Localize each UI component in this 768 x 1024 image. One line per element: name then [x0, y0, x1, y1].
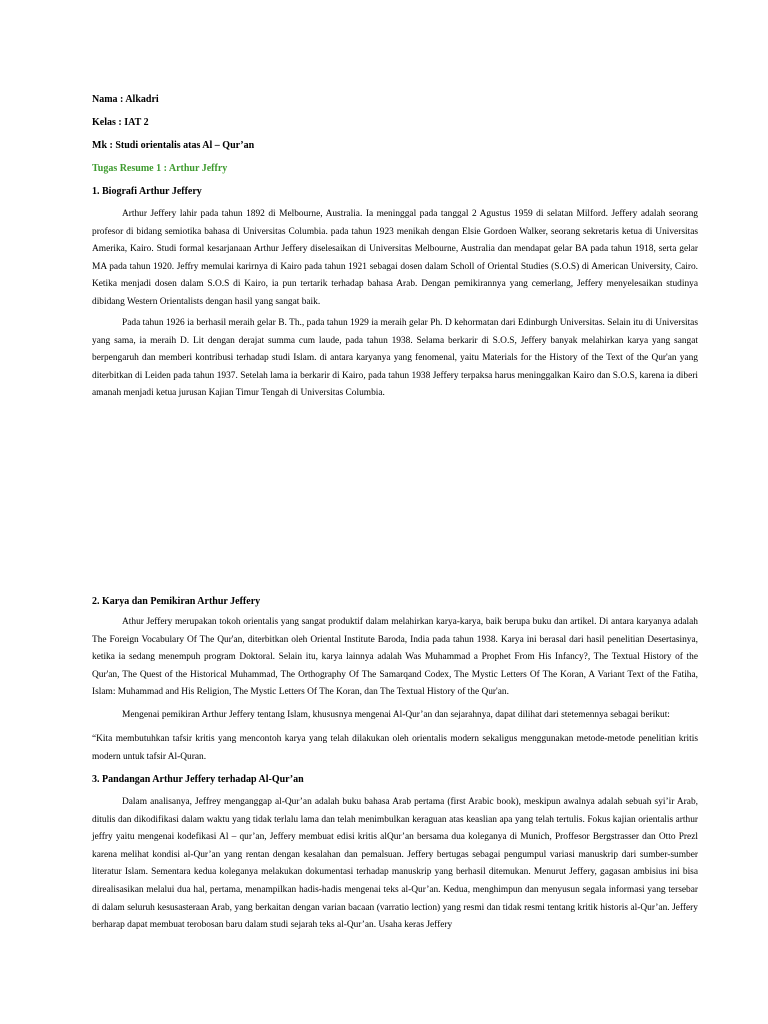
section-2-paragraph-2: Mengenai pemikiran Arthur Jeffery tentang Islam, khususnya mengenai Al-Qur’an dan sejarahnya, dapat dilihat dari stetemennya sebagai berikut: [122, 710, 670, 720]
assignment-title: Tugas Resume 1 : Arthur Jeffry [92, 163, 228, 174]
section-1-heading: 1. Biografi Arthur Jeffery [92, 186, 202, 197]
course-name: Mk : Studi orientalis atas Al – Qur’an [92, 140, 255, 151]
student-name: Nama : Alkadri [92, 94, 159, 105]
section-2-quote: “Kita membutuhkan tafsir kritis yang mencontoh karya yang telah dilakukan oleh orientalis modern sekaligus menggunakan metode-metode penelitian kritis modern untuk tafsir Al-Quran. [92, 734, 698, 762]
section-1-paragraph-2: Pada tahun 1926 ia berhasil meraih gelar B. Th., pada tahun 1929 ia meraih gelar Ph. D kehormatan dari Edinburgh Universitas. Selain itu di Universitas yang sama, ia meraih D. Lit dengan derajat summa cum laude, pada tahun 1938. Selama berkarir di S.O.S, Jeffery banyak melahirkan karya yang sangat berpengaruh dan memberi kontribusi terhadap studi Islam. di antara karyanya yang fenomenal, yaitu Materials for the History of the Text of the Qur'an yang diterbitkan di Leiden pada tahun 1937. Setelah lama ia berkarir di Kairo, pada tahun 1938 Jeffery terpaksa harus meninggalkan Kairo dan S.O.S, karena ia diberi amanah menjadi ketua jurusan Kajian Timur Tengah di Universitas Columbia. [92, 318, 698, 399]
section-3-paragraph-1: Dalam analisanya, Jeffrey menganggap al-Qur’an adalah buku bahasa Arab pertama (first Arabic book), meskipun awalnya adalah sebuah syi’ir Arab, ditulis dan dikodifikasi dalam waktu yang tidak terlalu lama dan telah menimbulkan keraguan atas keaslian apa yang telah tertulis. Fokus kajian orientalis arthur jeffry yaitu mengenai kodefikasi Al – qur’an, Jeffery membuat edisi kritis alQur’an bersama dua koleganya di Munich, Proffesor Bergstrasser dan Otto Prezl karena melihat kondisi al-Qur’an yang rentan dengan kesalahan dan pemalsuan. Jeffery bertugas sebagai pengumpul variasi manuskrip dari sumber-sumber literatur Islam. Sementara kedua koleganya melakukan dokumentasi terhadap manuskrip yang berhasil ditemukan. Menurut Jeffery, gagasan ambisius ini bisa direalisasikan melalui dua hal, pertama, menampilkan hadis-hadis mengenai teks al-Qur’an. Kedua, menghimpun dan menyusun segala informasi yang tersebar di dalam seluruh kesusasteraan Arab, yang berkaitan dengan varian bacaan (varratio lection) yang resmi dan tidak resmi tentang kritik historis al-Qur’an. Jeffery berharap dapat membuat terobosan baru dalam studi sejarah teks al-Qur’an. Usaha keras Jeffery [92, 797, 698, 931]
section-2-paragraph-1: Athur Jeffery merupakan tokoh orientalis yang sangat produktif dalam melahirkan karya-karya, baik berupa buku dan artikel. Di antara karyanya adalah The Foreign Vocabulary Of The Qur'an, diterbitkan oleh Oriental Institute Baroda, India pada tahun 1938. Karya ini berasal dari hasil penelitian Desertasinya, ketika ia sedang menempuh program Doktoral. Selain itu, karya lainnya adalah Was Muhammad a Prophet From His Infancy?, The Textual History of the Qur'an, The Quest of the Historical Muhammad, The Orthography Of The Samarqand Codex, The Mystic Letters Of The Koran, A Variant Text of the Fatiha, Islam: Muhammad and His Religion, The Mystic Letters Of The Koran, dan The Textual History of the Qur'an. [92, 617, 698, 698]
student-class: Kelas : IAT 2 [92, 117, 149, 128]
section-1-paragraph-1: Arthur Jeffery lahir pada tahun 1892 di Melbourne, Australia. Ia meninggal pada tanggal 2 Agustus 1959 di selatan Milford. Jeffery adalah seorang profesor di bidang semiotika bahasa di Universitas Columbia. pada tahun 1923 menikah dengan Elsie Gordoen Walker, seorang sekretaris ketua di Universitas Amerika, Kairo. Studi formal kesarjanaan Arthur Jeffery diselesaikan di Universitas Melbourne, Australia dan mendapat gelar BA pada tahun 1918, serta gelar MA pada tahun 1920. Jeffry memulai karirnya di Kairo pada tahun 1921 sebagai dosen dalam Scholl of Oriental Studies (S.O.S) di American University, Cairo. Ketika menjadi dosen dalam S.O.S di Kairo, ia pun tertarik terhadap bahasa Arab. Dengan pemikirannya yang cemerlang, Jeffery menyelesaikan studinya dibidang Western Orientalists dengan hasil yang sangat baik. [92, 209, 698, 307]
section-3-heading: 3. Pandangan Arthur Jeffery terhadap Al-Qur’an [92, 774, 304, 785]
section-2-heading: 2. Karya dan Pemikiran Arthur Jeffery [92, 596, 261, 607]
